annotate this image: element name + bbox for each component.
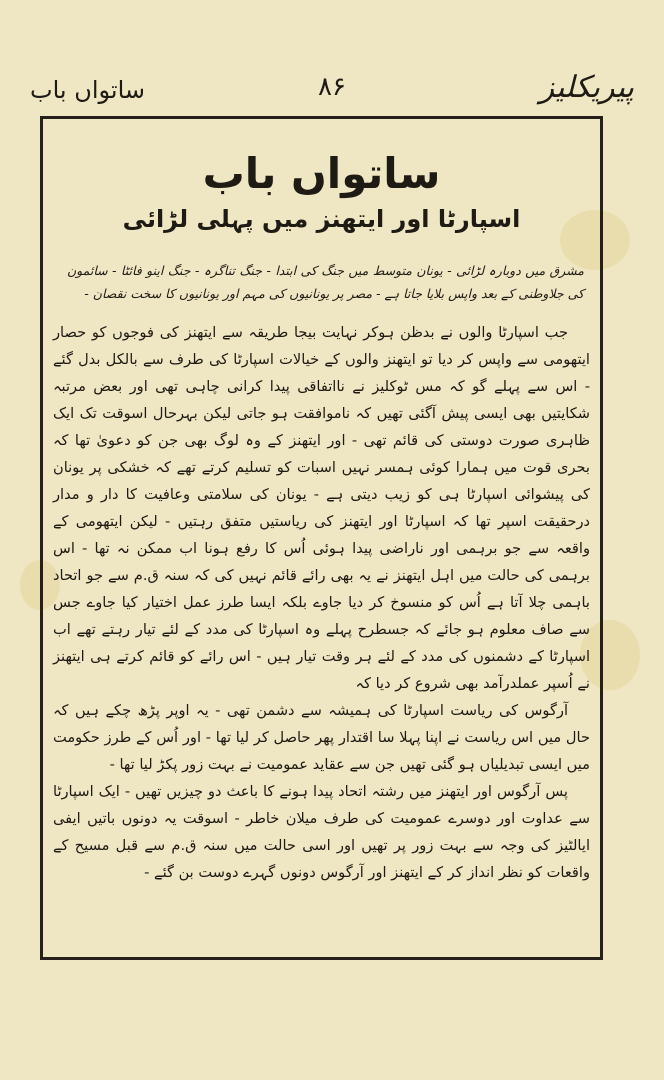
paragraph — [53, 697, 590, 778]
paragraph — [53, 778, 590, 886]
paragraph — [53, 319, 590, 697]
page-number: ۸۶ — [318, 72, 346, 102]
running-header — [22, 66, 642, 118]
chapter-subtitle: اسپارٹا اور ایتھنز میں پہلی لڑائی — [122, 205, 521, 233]
paragraph-text: آرگوس کی ریاست اسپارٹا کی ہمیشہ سے دشمن تھی - یہ اوپر پڑھ چکے ہیں کہ حال میں اس ریاست نے اپنا پہلا سا اقتدار پھر حاصل کر لیا تھا - اور اُس کے طرز حکومت میں ایسی تبدیلیاں ہو گئی تھیں جن سے عقاید عمومیت نے بہت زور پکڑ لیا تھا - — [53, 702, 590, 773]
chapter-summary: مشرق میں دوبارہ لڑائی - یونان متوسط میں جنگ کی ابتدا - جنگ تناگرہ - جنگ اینو فائٹا - سائمون کی جلاوطنی کے بعد واپس بلایا جاتا ہے - مصر پر یونانیوں کی مہم اور یونانیوں کا سخت نقصان - — [67, 263, 584, 301]
chapter-label: ساتواں باب — [30, 76, 146, 104]
paragraph-text: جب اسپارٹا والوں نے بدظن ہوکر نہایت بیجا طریقہ سے ایتھنز کی فوجوں کو حصار ایتھومی سے واپس کر دیا تو ایتھنز والوں کے خیالات اسپارٹا کی طرف سے بالکل بدل گئے - اس سے پہلے گو کہ مس ٹوکلیز نے نااتفاقی پیدا کرانی چاہی تھی اور بعض مرتبہ شکایتیں بھی ایسی پیش آگئی تھیں کہ ناموافقت ہو جاتی لیکن بہرحال اسوقت تک ایک ظاہری صورت دوستی کی قائم تھی - اور ایتھنز کے وہ لوگ بھی جن کو دعویٰ تھا کہ بحری قوت میں ہمارا کوئی ہمسر نہیں اسبات کو تسلیم کرتے تھے کہ خشکی پر یونان کی پیشوائی اسپارٹا ہی کو زیب دیتی ہے - یونان کی سلامتی وعافیت کا دار و مدار درحقیقت اسپر تھا کہ اسپارٹا اور ایتھنز کی ریاستیں متفق رہتیں - لیکن ایتھومی کے واقعہ سے جو برہمی اور ناراضی پیدا ہوئی اُس کا رفع ہونا اب ممکن نہ تھا - اس برہمی کی حالت میں اہل ایتھنز نے یہ بھی رائے قائم نہیں کی کہ سنہ ق.م سے جو اتحاد باہمی چلا آتا ہے اُس کو منسوخ کر دیا جاوے بلکہ ایسا طرز عمل اختیار کیا جاوے جس سے صاف معلوم ہو جائے کہ جسطرح پہلے وہ اسپارٹا کی مدد کے لئے تیار رہتے تھے اب اسپارٹا کے دشمنوں کی مدد کے لئے ہر وقت تیار ہیں - اس رائے کو قائم کرتے ہی ایتھنز نے اُسپر عملدرآمد بھی شروع کر دیا کہ — [53, 324, 590, 692]
chapter-title: ساتواں باب — [202, 149, 441, 198]
text-frame — [40, 116, 603, 960]
paragraph-text: پس آرگوس اور ایتھنز میں رشتہ اتحاد پیدا ہونے کا باعث دو چیزیں تھیں - ایک اسپارٹا سے عداوت اور دوسرے عمومیت کی طرف میلان خاطر - اسوقت یہ دونوں باتیں ایفی ایالٹیز کی وجہ سے بہت زور پر تھیں اور اسی حالت میں سنہ ق.م سے قبل مسیح کے واقعات کو نظر انداز کر کے ایتھنز اور آرگوس دونوں گہرے دوست بن گئے - — [53, 783, 590, 881]
book-title: پیریکلیز — [539, 70, 634, 105]
body-text — [53, 319, 590, 886]
